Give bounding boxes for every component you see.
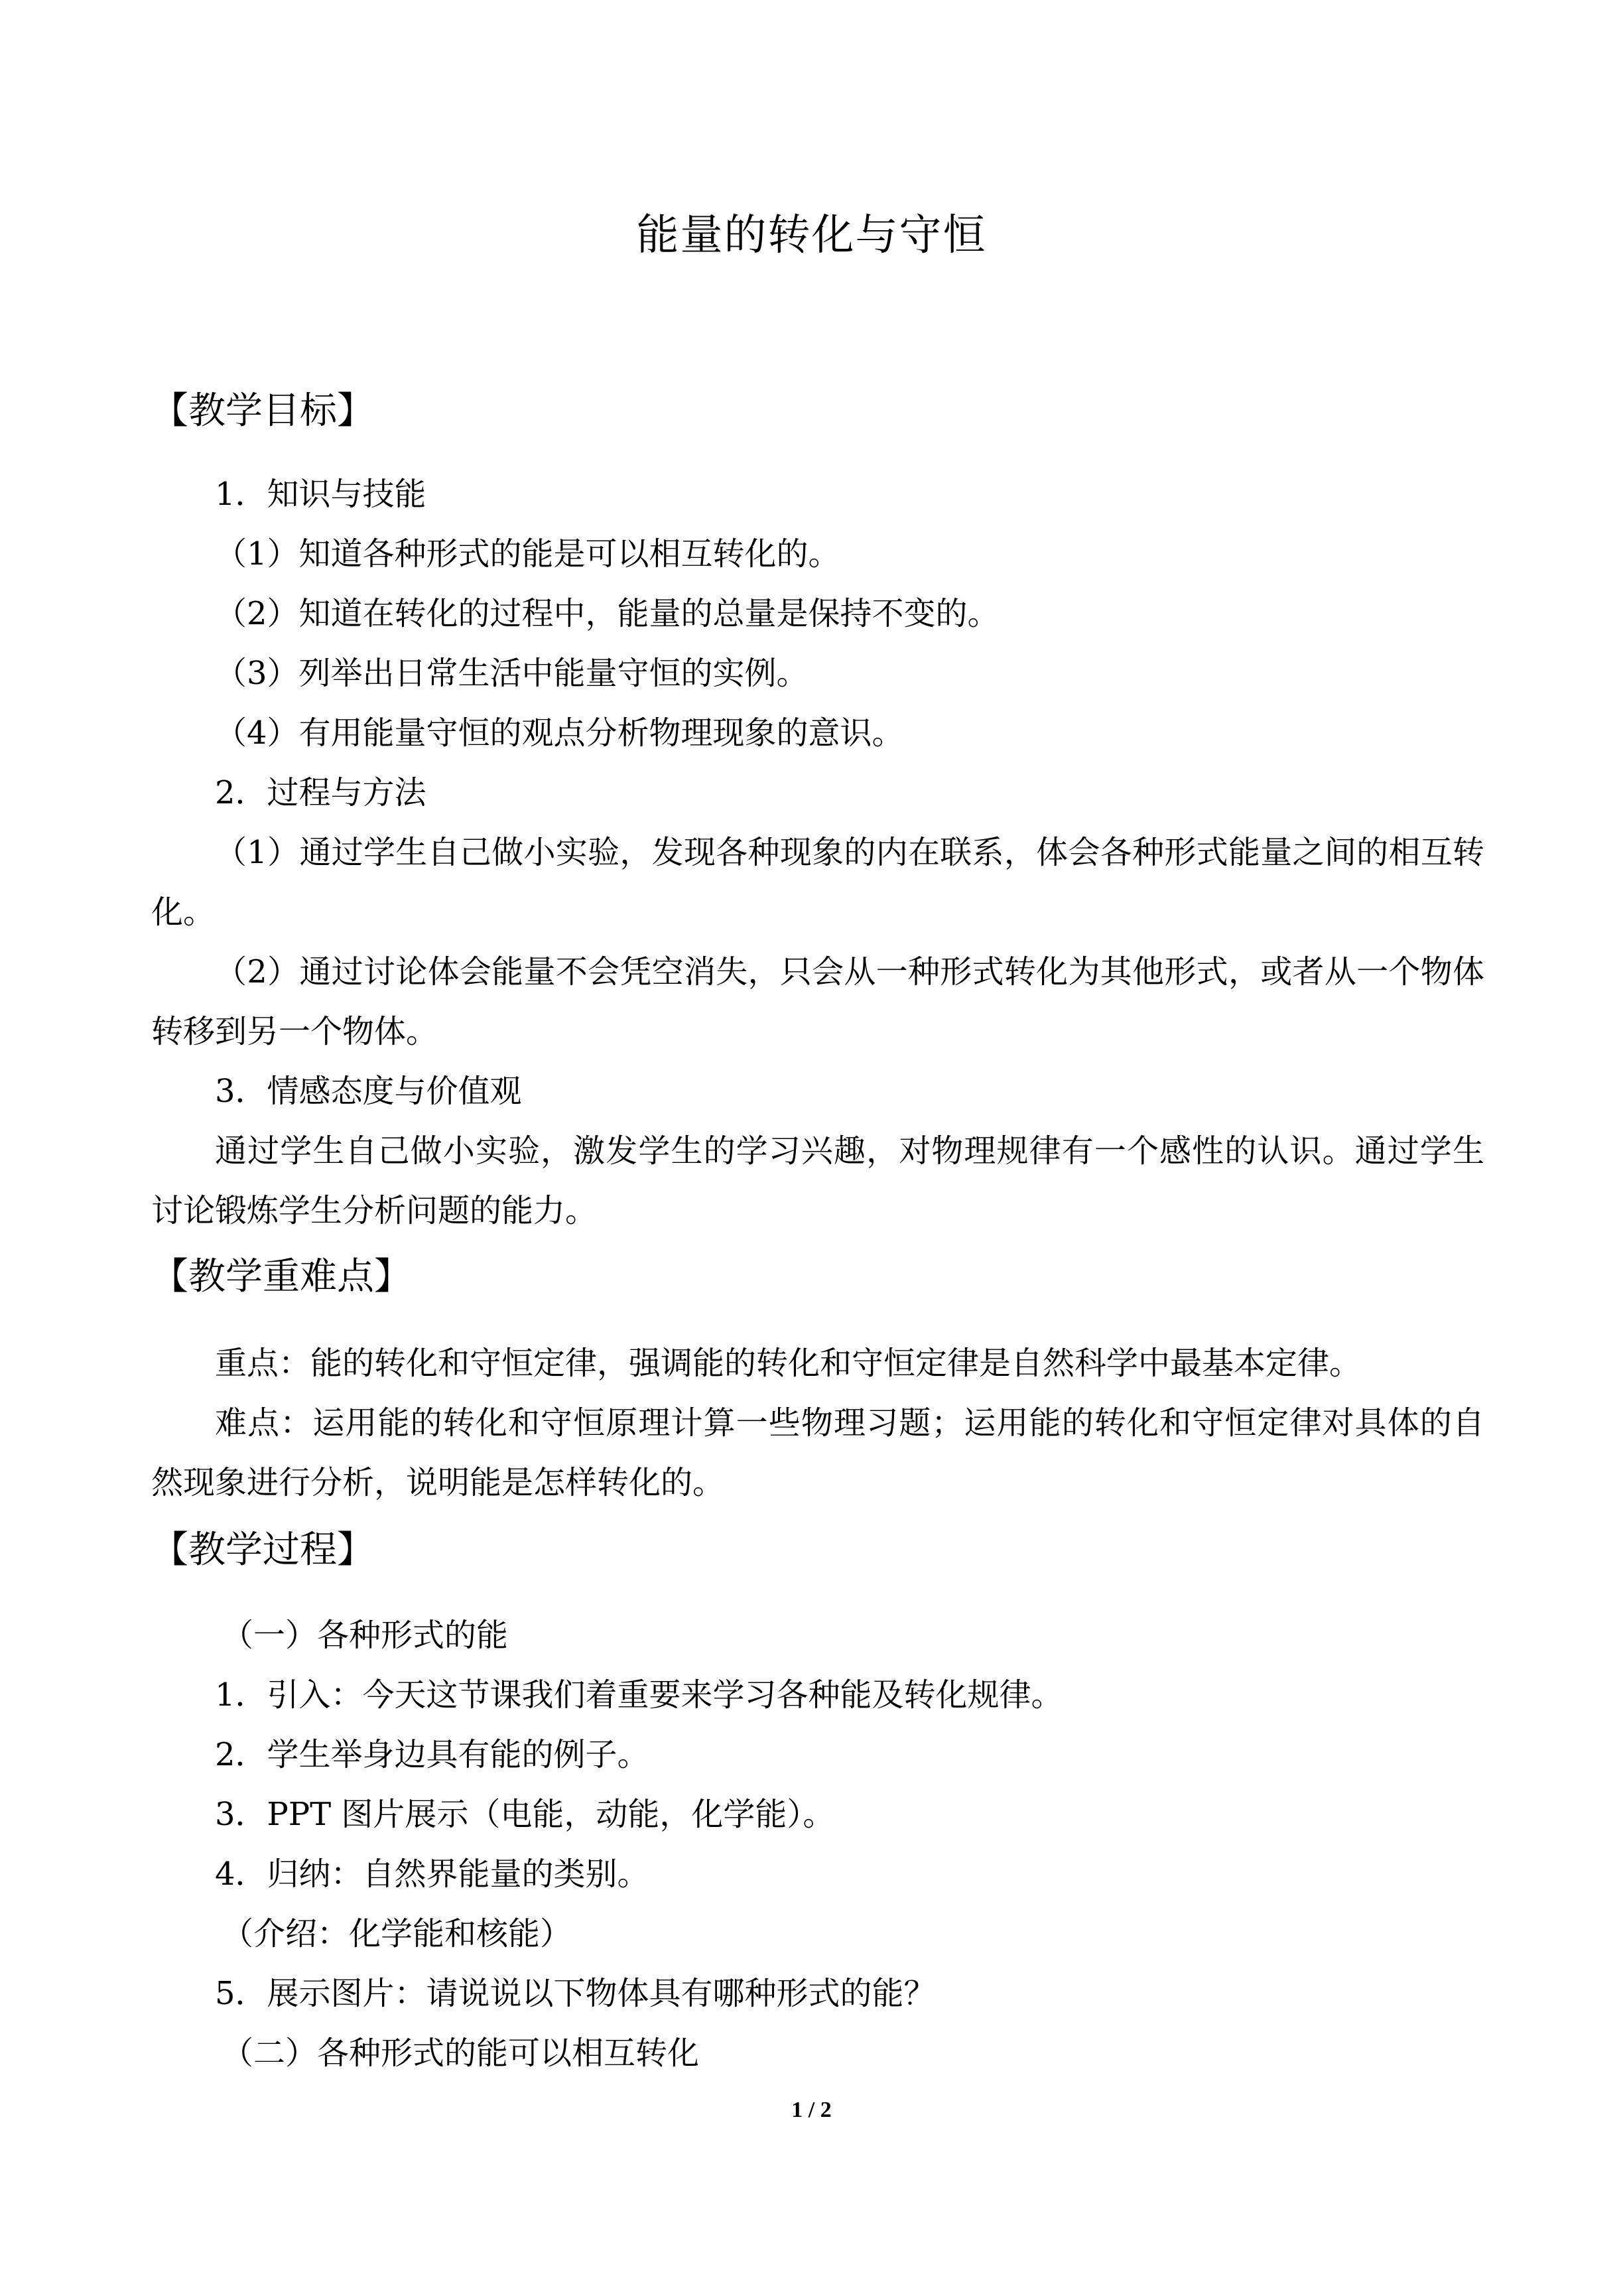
document-title: 能量的转化与守恒 <box>636 211 987 260</box>
part1-title: （一）各种形式的能 <box>222 1617 509 1654</box>
process-item-1: 1．引入：今天这节课我们着重要来学习各种能及转化规律。 <box>215 1676 1063 1714</box>
heading-objectives: 【教学目标】 <box>151 389 374 433</box>
knowledge-item-1: （1）知道各种形式的能是可以相互转化的。 <box>215 535 840 573</box>
process-item-3: 3．PPT 图片展示（电能，动能，化学能）。 <box>215 1796 835 1833</box>
knowledge-item-2: （2）知道在转化的过程中，能量的总量是保持不变的。 <box>215 595 1000 632</box>
key-difficulty: 难点：运用能的转化和守恒原理计算一些物理习题；运用能的转化和守恒定律对具体的自然现象进行分析，说明能是怎样转化的。 <box>151 1404 1484 1501</box>
process-method-item-1: （1）通过学生自己做小实验，发现各种现象的内在联系，体会各种形式能量之间的相互转化。 <box>151 834 1484 931</box>
process-item-2: 2．学生举身边具有能的例子。 <box>215 1736 649 1773</box>
heading-key-points: 【教学重难点】 <box>151 1255 411 1298</box>
page-number: 1 / 2 <box>791 2098 832 2122</box>
process-method-item-2: （2）通过讨论体会能量不会凭空消失，只会从一种形式转化为其他形式，或者从一个物体转移到另一个物体。 <box>151 953 1484 1050</box>
knowledge-item-3: （3）列举出日常生活中能量守恒的实例。 <box>215 655 809 692</box>
attitude-title: 3．情感态度与价值观 <box>215 1073 522 1110</box>
key-focus: 重点：能的转化和守恒定律，强调能的转化和守恒定律是自然科学中最基本定律。 <box>215 1345 1362 1382</box>
process-item-5: 5．展示图片：请说说以下物体具有哪种形式的能？ <box>215 1975 936 2012</box>
knowledge-title: 1．知识与技能 <box>215 476 426 513</box>
attitude-text: 通过学生自己做小实验，激发学生的学习兴趣，对物理规律有一个感性的认识。通过学生讨论锻炼学生分析问题的能力。 <box>151 1132 1484 1229</box>
knowledge-item-4: （4）有用能量守恒的观点分析物理现象的意识。 <box>215 714 904 752</box>
process-method-title: 2．过程与方法 <box>215 774 426 811</box>
process-item-4: 4．归纳：自然界能量的类别。 <box>215 1856 649 1893</box>
heading-process: 【教学过程】 <box>151 1528 374 1572</box>
part2-title: （二）各种形式的能可以相互转化 <box>222 2035 700 2072</box>
intro-note: （介绍：化学能和核能） <box>222 1915 572 1952</box>
